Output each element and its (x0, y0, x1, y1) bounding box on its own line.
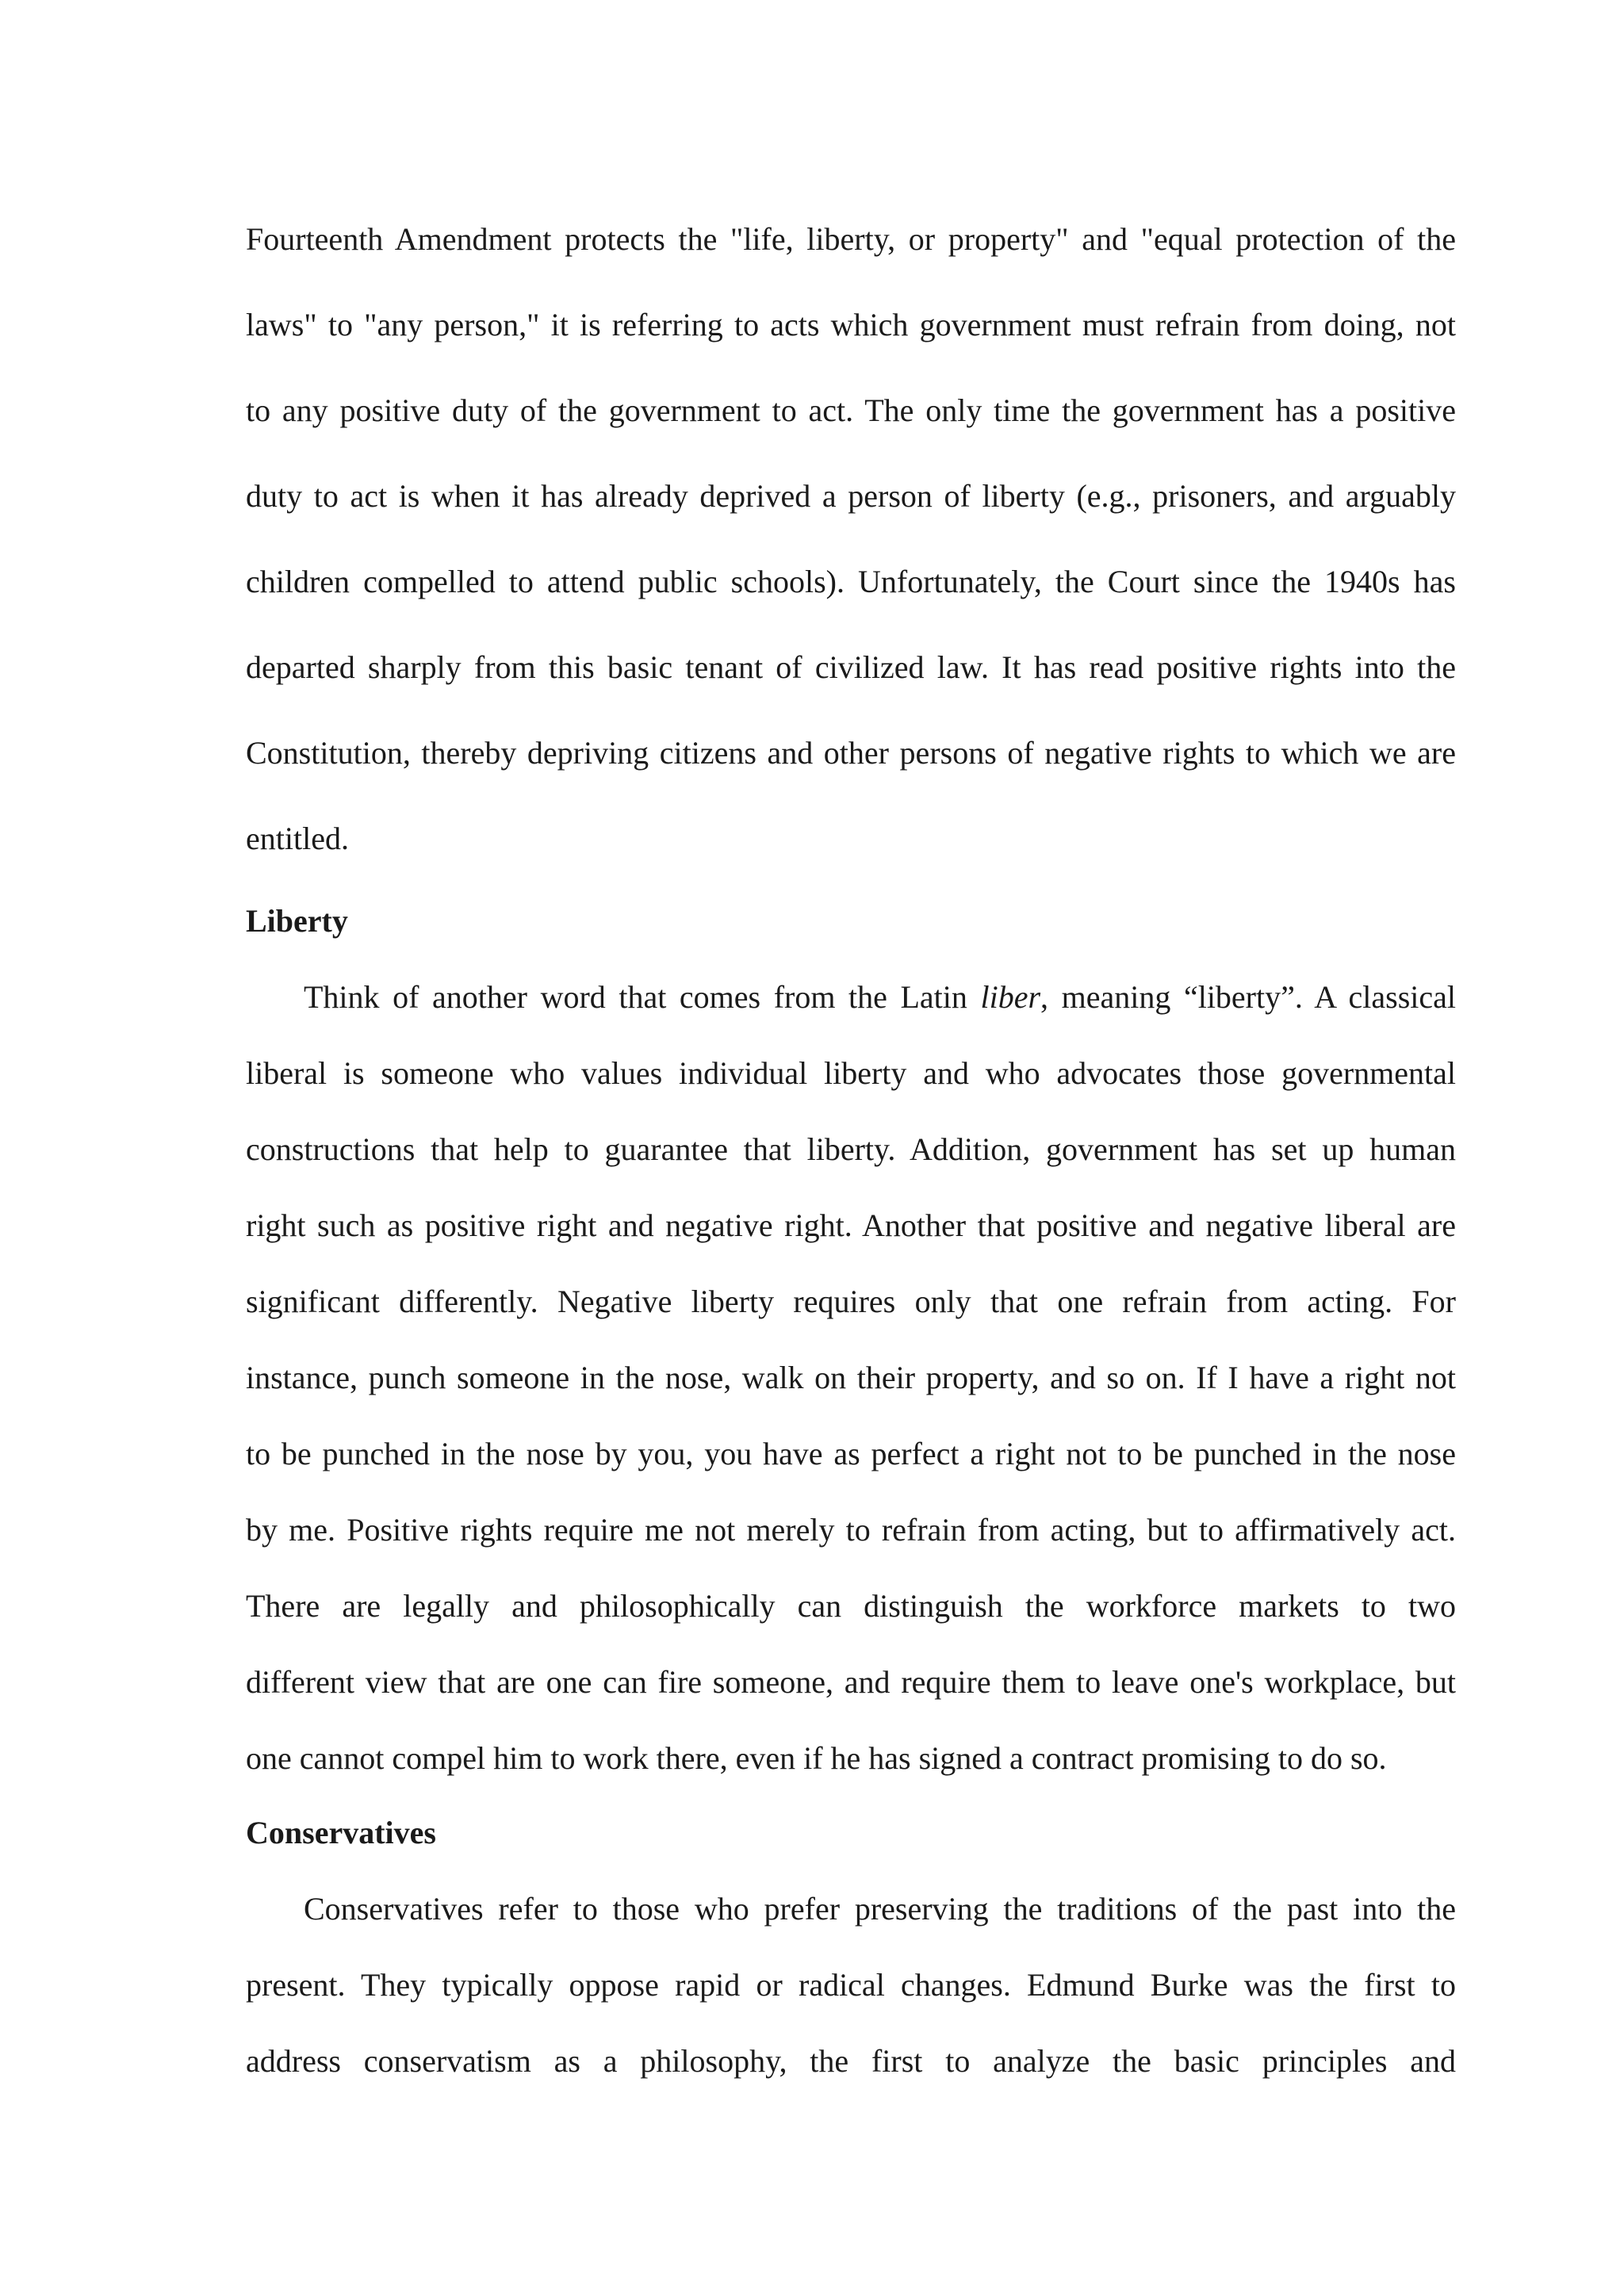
intro-line-4: duty to act is when it has already deprived a person of liberty (e.g., prisoners, and arguably (246, 478, 1456, 514)
intro-line-6: departed sharply from this basic tenant of civilized law. It has read positive rights into the (246, 649, 1456, 685)
intro-line-2: laws" to "any person," it is referring to acts which government must refrain from doing, not (246, 307, 1456, 342)
liberty-line-8: by me. Positive rights require me not merely to refrain from acting, but to affirmatively act. (246, 1512, 1456, 1548)
liberty-line-1 (304, 978, 1456, 1016)
conservatives-line-3: address conservatism as a philosophy, the first to analyze the basic principles and (246, 2043, 1456, 2079)
intro-line-3: to any positive duty of the government to act. The only time the government has a positive (246, 392, 1456, 428)
liberty-line-1-start: Think of another word that comes from the Latin (304, 979, 981, 1015)
liberty-line-4: right such as positive right and negative right. Another that positive and negative liberal are (246, 1207, 1456, 1243)
liberty-line-9: There are legally and philosophically can distinguish the workforce markets to two (246, 1588, 1456, 1624)
conservatives-line-2: present. They typically oppose rapid or radical changes. Edmund Burke was the first to (246, 1967, 1456, 2003)
liberty-line-1-end: , meaning “liberty”. A classical (1040, 979, 1457, 1015)
liberty-line-10: different view that are one can fire someone, and require them to leave one's workplace, but (246, 1664, 1456, 1700)
liberty-line-6: instance, punch someone in the nose, walk on their property, and so on. If I have a right not (246, 1360, 1456, 1395)
liberty-line-1-italic: liber (980, 979, 1041, 1015)
liberty-line-2: liberal is someone who values individual liberty and who advocates those governmental (246, 1055, 1456, 1091)
liberty-heading: Liberty (246, 903, 348, 939)
intro-line-8: entitled. (246, 821, 349, 856)
conservatives-heading: Conservatives (246, 1815, 436, 1850)
intro-line-1: Fourteenth Amendment protects the "life, liberty, or property" and "equal protection of the (246, 221, 1456, 257)
intro-line-7: Constitution, thereby depriving citizens and other persons of negative rights to which we are (246, 735, 1456, 771)
conservatives-line-1: Conservatives refer to those who prefer preserving the traditions of the past into the (304, 1891, 1456, 1927)
intro-line-5: children compelled to attend public schools). Unfortunately, the Court since the 1940s has (246, 564, 1456, 599)
liberty-line-7: to be punched in the nose by you, you have as perfect a right not to be punched in the nose (246, 1436, 1456, 1471)
liberty-line-5: significant differently. Negative liberty requires only that one refrain from acting. For (246, 1284, 1456, 1319)
liberty-line-3: constructions that help to guarantee that liberty. Addition, government has set up human (246, 1131, 1456, 1167)
liberty-line-11: one cannot compel him to work there, even if he has signed a contract promising to do so. (246, 1740, 1387, 1776)
